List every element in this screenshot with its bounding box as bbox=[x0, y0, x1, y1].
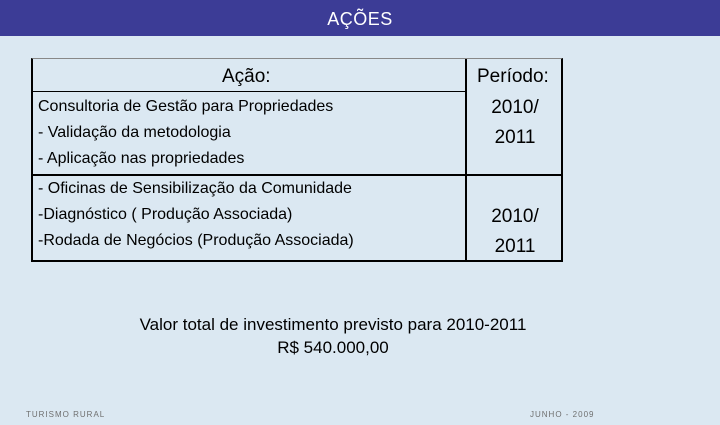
period-line: 2010/ bbox=[491, 97, 539, 118]
table-row-action-cell bbox=[38, 94, 333, 172]
period-line: 2011 bbox=[494, 127, 536, 148]
header-period: Período: bbox=[477, 66, 549, 87]
header-divider bbox=[33, 91, 465, 92]
action-line: - Aplicação nas propriedades bbox=[38, 150, 245, 167]
table-row-period-cell bbox=[469, 202, 561, 262]
footer-left-text: TURISMO RURAL bbox=[26, 410, 106, 419]
action-line: - Oficinas de Sensibilização da Comunidade bbox=[38, 180, 352, 197]
table-row-action-cell bbox=[38, 176, 354, 254]
action-line: - Validação da metodologia bbox=[38, 124, 231, 141]
investment-label: Valor total de investimento previsto para 2010-2011 bbox=[139, 315, 527, 334]
investment-total bbox=[0, 313, 666, 359]
actions-table bbox=[31, 58, 563, 262]
period-line: 2011 bbox=[494, 236, 536, 257]
action-line: -Rodada de Negócios (Produção Associada) bbox=[38, 232, 354, 249]
header-action: Ação: bbox=[222, 66, 271, 87]
footer-right-text: JUNHO - 2009 bbox=[530, 410, 595, 419]
period-line: 2010/ bbox=[491, 206, 539, 227]
page-title: AÇÕES bbox=[327, 9, 393, 29]
table-row-period-cell bbox=[469, 93, 561, 153]
action-line: Consultoria de Gestão para Propriedades bbox=[38, 98, 334, 115]
action-line: -Diagnóstico ( Produção Associada) bbox=[38, 206, 293, 223]
investment-value: R$ 540.000,00 bbox=[277, 338, 389, 357]
table-column-divider bbox=[465, 59, 467, 261]
